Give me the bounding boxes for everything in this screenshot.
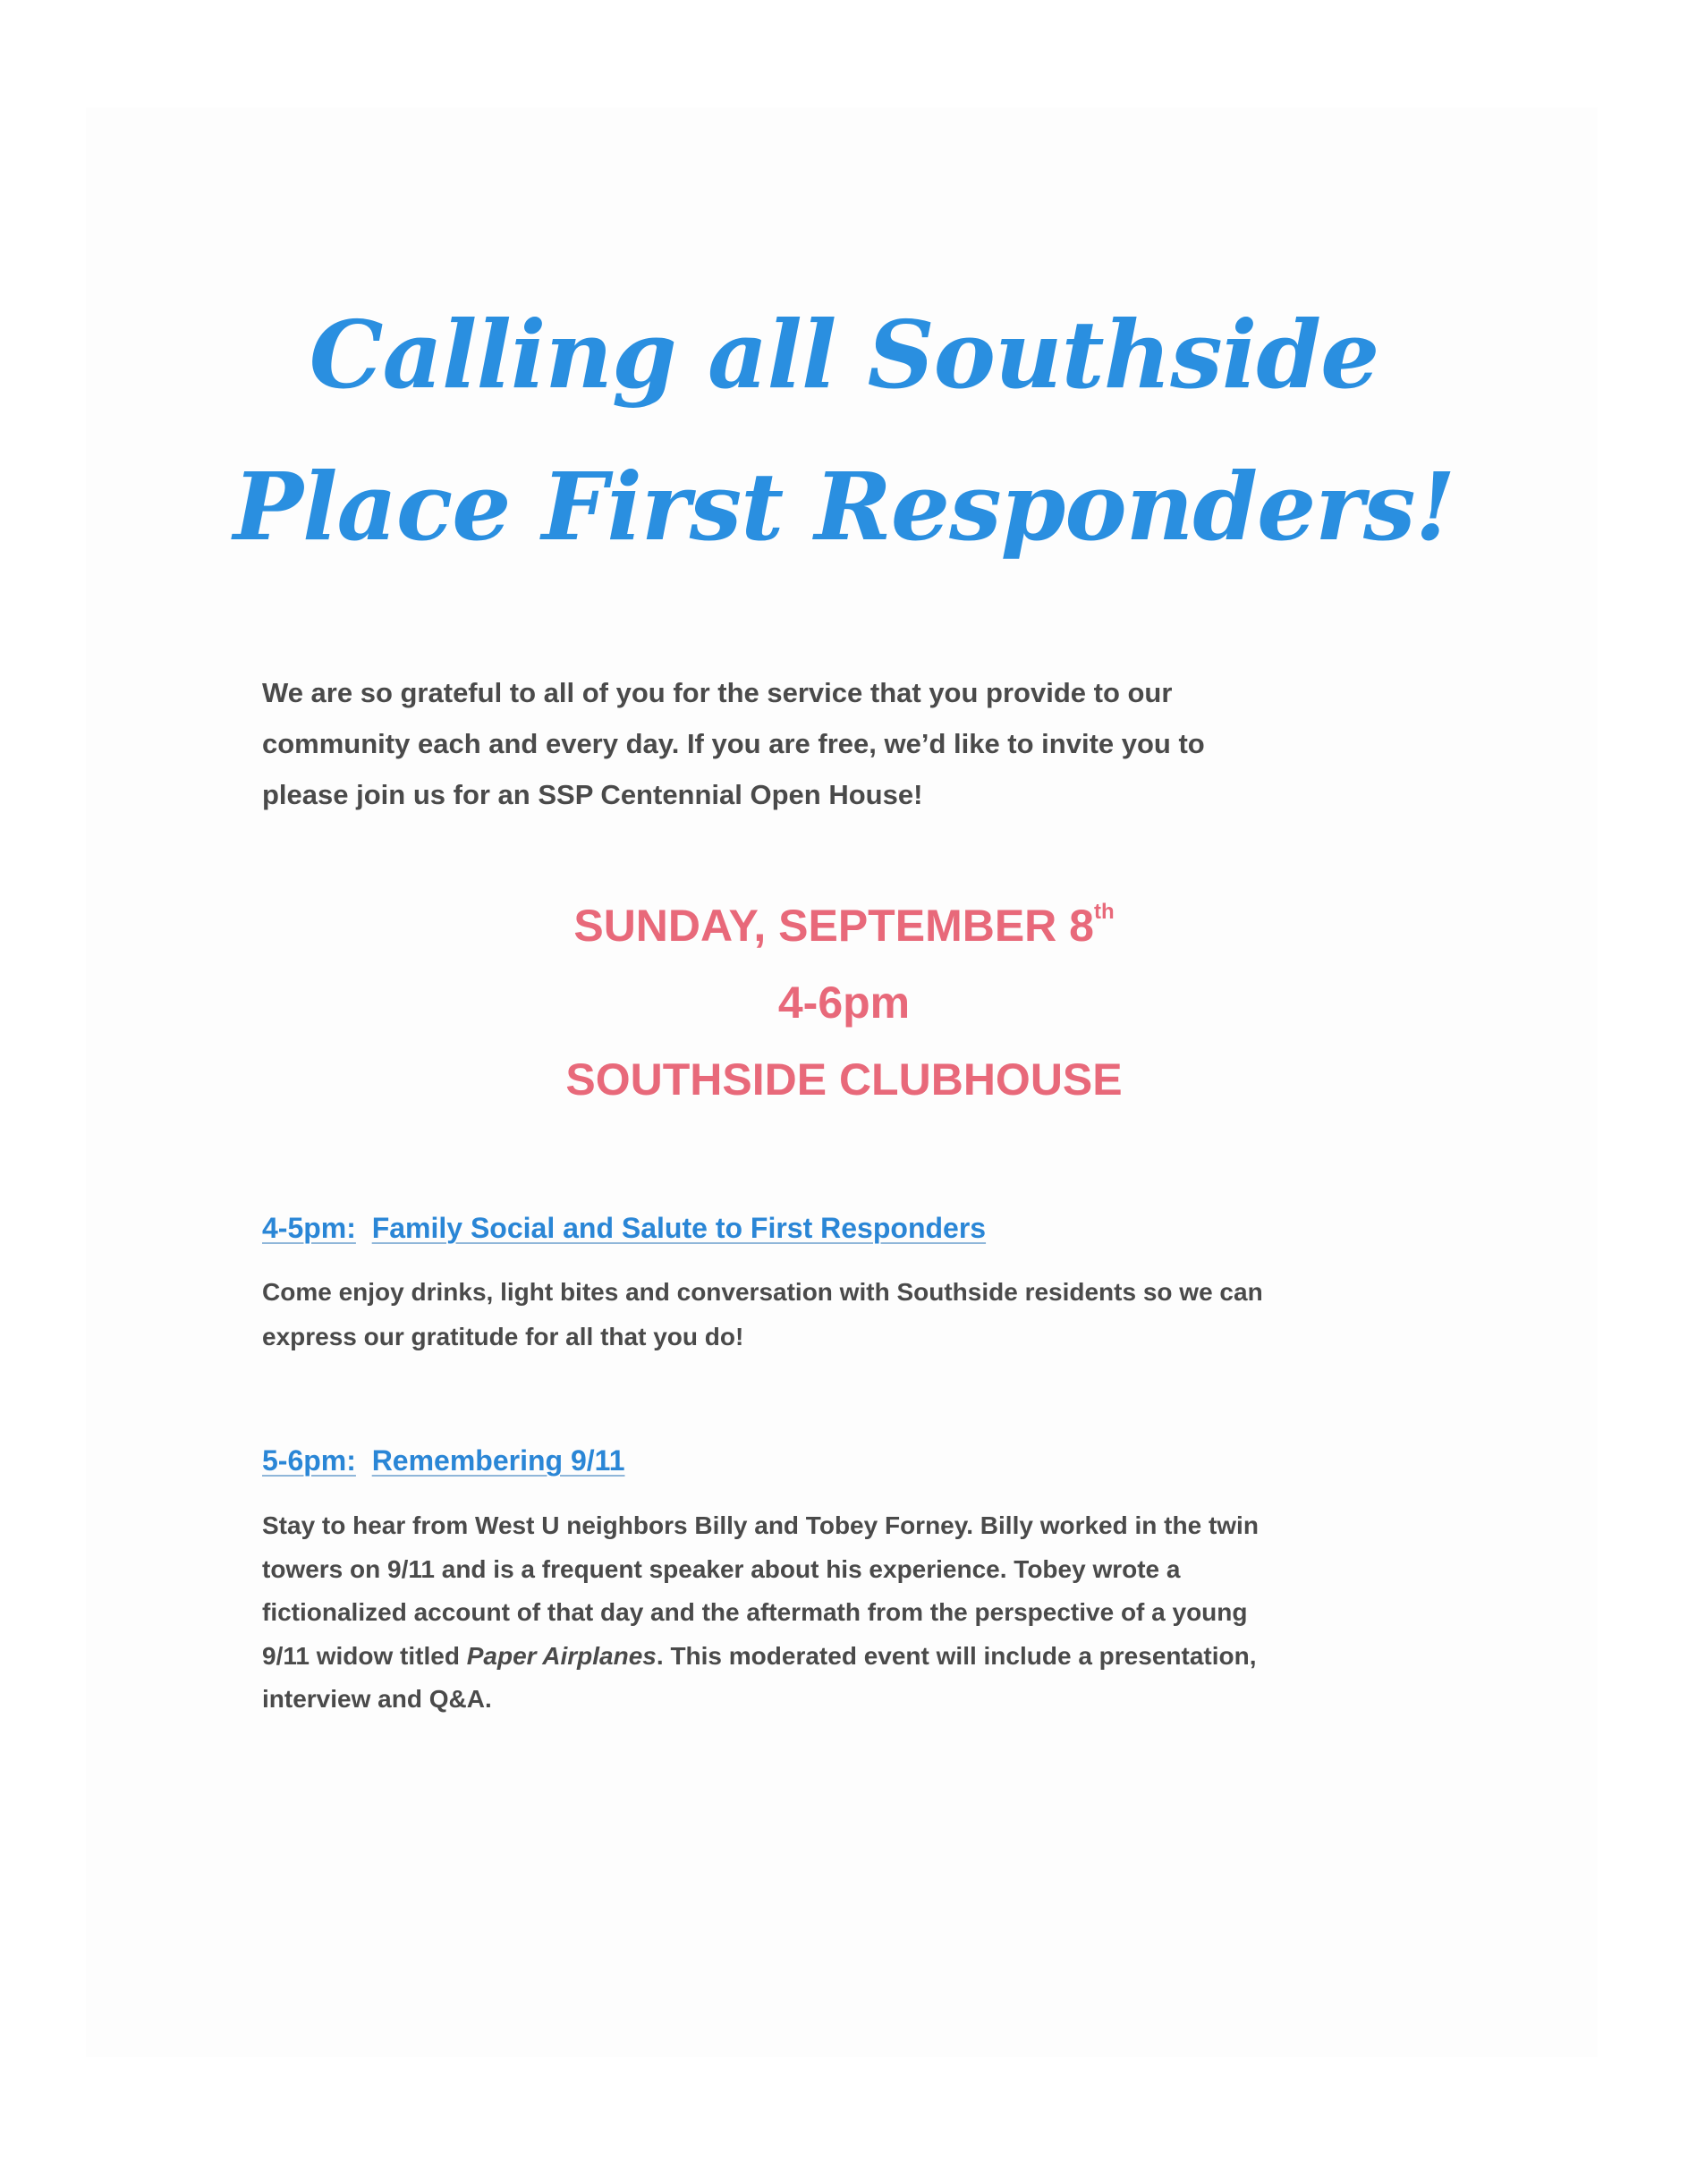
intro-line: please join us for an SSP Centennial Open House! — [262, 779, 923, 810]
event-date-suffix: th — [1093, 900, 1115, 924]
body-text: . This moderated event will include a presentation, — [656, 1641, 1257, 1670]
section-heading-remembering — [262, 1446, 624, 1475]
section-time: 5-6pm: — [262, 1444, 356, 1477]
intro-line: We are so grateful to all of you for the service that you provide to our — [262, 677, 1173, 708]
body-line: express our gratitude for all that you do! — [262, 1323, 744, 1350]
section-body-remembering — [262, 1504, 1425, 1722]
flyer-title-line-2: Place First Responders! — [233, 452, 1455, 562]
section-title: Family Social and Salute to First Responders — [371, 1212, 987, 1244]
body-line: fictionalized account of that day and the aftermath from the perspective of a young — [262, 1598, 1248, 1626]
intro-line: community each and every day. If you are free, we’d like to invite you to — [262, 728, 1205, 759]
section-title: Remembering 9/11 — [371, 1444, 625, 1477]
intro-paragraph — [262, 667, 1425, 820]
event-time: 4-6pm — [777, 978, 911, 1028]
body-line: Stay to hear from West U neighbors Billy and Tobey Forney. Billy worked in the twin — [262, 1511, 1259, 1539]
event-date — [0, 900, 1688, 951]
event-date-text: SUNDAY, SEPTEMBER 8 — [573, 901, 1094, 951]
event-location: SOUTHSIDE CLUBHOUSE — [565, 1054, 1123, 1105]
body-line: towers on 9/11 and is a frequent speaker about his experience. Tobey wrote a — [262, 1554, 1181, 1583]
flyer-title-line-1: Calling all Southside — [309, 300, 1379, 410]
body-line: interview and Q&A. — [262, 1685, 492, 1713]
body-line: Come enjoy drinks, light bites and conversation with Southside residents so we can — [262, 1278, 1263, 1306]
body-text: 9/11 widow titled — [262, 1641, 467, 1670]
book-title: Paper Airplanes — [466, 1641, 657, 1670]
section-heading-social — [262, 1214, 986, 1242]
section-body-social — [262, 1270, 1425, 1359]
section-time: 4-5pm: — [262, 1212, 356, 1244]
body-line — [262, 1635, 1425, 1679]
